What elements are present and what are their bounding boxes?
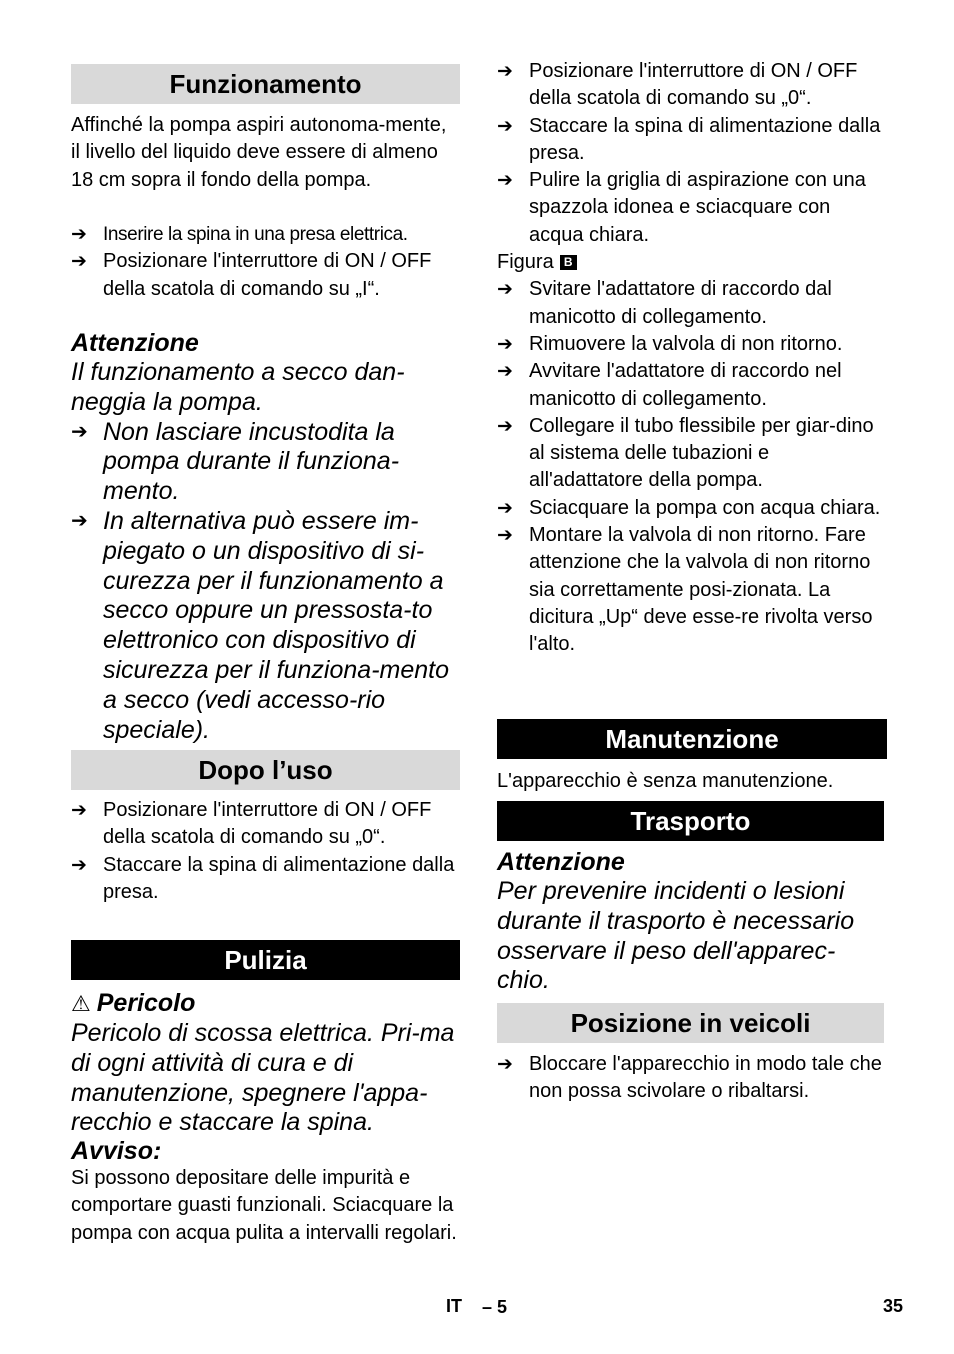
danger-text: Pericolo di scossa elettrica. Pri-ma di ogni attività di cura e di manutenzione, spegnere l'appa-recchio e staccare la spina. [71,1019,455,1137]
step-text: Posizionare l'interruttore di ON / OFF della scatola di comando su „0“. [529,60,858,110]
section-title-veicoli: Posizione in veicoli [497,1003,884,1043]
arrow-right-icon: ➔ [497,497,513,519]
trasporto-caution-block [497,847,887,996]
arrow-right-icon: ➔ [497,61,513,82]
step-item [497,167,887,249]
step-item [497,331,887,358]
manutenzione-text: L'apparecchio è senza manutenzione. [497,770,834,792]
arrow-right-icon: ➔ [497,279,513,301]
arrow-right-icon: ➔ [497,333,513,355]
step-text: Montare la valvola di non ritorno. Fare attenzione che la valvola di non ritorno sia correttamente posi-zionata. La dicitura „Up“ deve esse-re rivolta verso l'alto. [529,524,873,656]
figure-badge: B [560,255,577,270]
manutenzione-block [497,768,887,795]
caution-step-text: In alternativa può essere im-piegato o un dispositivo di si-curezza per il funzionamento a secco oppure un pressosta-to elettronico con dispositivo di sicurezza per il funziona-mento a secco (vedi accesso-rio speciale). [103,506,449,744]
arrow-right-icon: ➔ [71,251,87,273]
funzionamento-steps [71,221,460,303]
figure-label: Figura [497,251,554,274]
veicoli-steps [497,1051,887,1106]
step-text: Sciacquare la pompa con acqua chiara. [529,496,881,519]
step-text: Inserire la spina in una presa elettrica. [103,224,408,245]
arrow-right-icon: ➔ [497,415,513,437]
step-text: Staccare la spina di alimentazione dalla presa. [529,114,881,164]
step-text: Rimuovere la valvola di non ritorno. [529,332,843,355]
step-item [497,358,887,413]
step-item [71,248,460,303]
section-title-trasporto: Trasporto [497,801,884,841]
funzionamento-intro-block [71,112,460,194]
cleaning-steps-a [497,58,887,659]
danger-block [71,988,460,1138]
arrow-right-icon: ➔ [71,800,87,821]
danger-title: Pericolo [96,989,196,1017]
step-item [497,113,887,168]
caution-title: Attenzione [71,329,199,357]
step-item [497,276,887,331]
step-item [71,221,460,248]
section-title-dopo-uso: Dopo l’uso [71,750,460,790]
arrow-right-icon: ➔ [71,509,88,532]
arrow-right-icon: ➔ [71,224,87,245]
step-item [497,413,887,495]
section-title-manutenzione: Manutenzione [497,719,887,759]
caution-step-item [71,418,460,507]
step-item [497,1051,887,1106]
step-text: Avvitare l'adattatore di raccordo nel manicotto di collegamento. [529,360,842,410]
caution-step-text: Non lasciare incustodita la pompa durante il funziona-mento. [103,417,400,506]
note-block [71,1137,460,1247]
step-item [497,495,887,522]
step-text: Svitare l'adattatore di raccordo dal manicotto di collegamento. [529,278,832,328]
step-text: Staccare la spina di alimentazione dalla presa. [103,853,455,903]
step-text: Pulire la griglia di aspirazione con una spazzola idonea e sciacquare con acqua chiara. [529,169,866,246]
footer-section-page: – 5 [482,1297,508,1317]
step-text: Posizionare l'interruttore di ON / OFF della scatola di comando su „I“. [103,250,432,300]
step-text: Posizionare l'interruttore di ON / OFF della scatola di comando su „0“. [103,799,432,849]
step-item [497,522,887,658]
footer-page-number: 35 [883,1296,904,1316]
figure-reference [497,249,887,276]
arrow-right-icon: ➔ [71,854,87,876]
arrow-right-icon: ➔ [497,115,513,137]
section-title-funzionamento: Funzionamento [71,64,460,104]
note-title: Avviso: [71,1137,162,1165]
step-item [71,852,460,907]
footer-lang: IT [446,1296,462,1316]
step-text: Collegare il tubo flessibile per giar-dino al sistema delle tubazioni e all'adattatore della pompa. [529,414,874,492]
step-text: Bloccare l'apparecchio in modo tale che non possa scivolare o ribaltarsi. [529,1053,882,1103]
arrow-right-icon: ➔ [71,420,88,443]
warning-triangle-icon: ⚠ [71,991,91,1016]
arrow-right-icon: ➔ [497,1054,513,1075]
arrow-right-icon: ➔ [497,525,513,547]
caution-text: Per prevenire incidenti o lesioni durante il trasporto è necessario osservare il peso dell'apparec-chio. [497,877,855,995]
arrow-right-icon: ➔ [497,361,513,383]
arrow-right-icon: ➔ [497,170,513,192]
caution-block [71,328,460,745]
note-text: Si possono depositare delle impurità e comportare guasti funzionali. Sciacquare la pompa con acqua pulita a intervalli regolari. [71,1167,457,1244]
dopo-uso-steps [71,797,460,906]
caution-text: Il funzionamento a secco dan-neggia la pompa. [71,358,405,416]
section-title-pulizia: Pulizia [71,940,460,980]
step-item [71,797,460,852]
caution-step-item [71,507,460,745]
caution-title: Attenzione [497,848,625,876]
funzionamento-intro: Affinché la pompa aspiri autonoma-mente, il livello del liquido deve essere di almeno 18 cm sopra il fondo della pompa. [71,114,447,191]
step-item [497,58,887,113]
